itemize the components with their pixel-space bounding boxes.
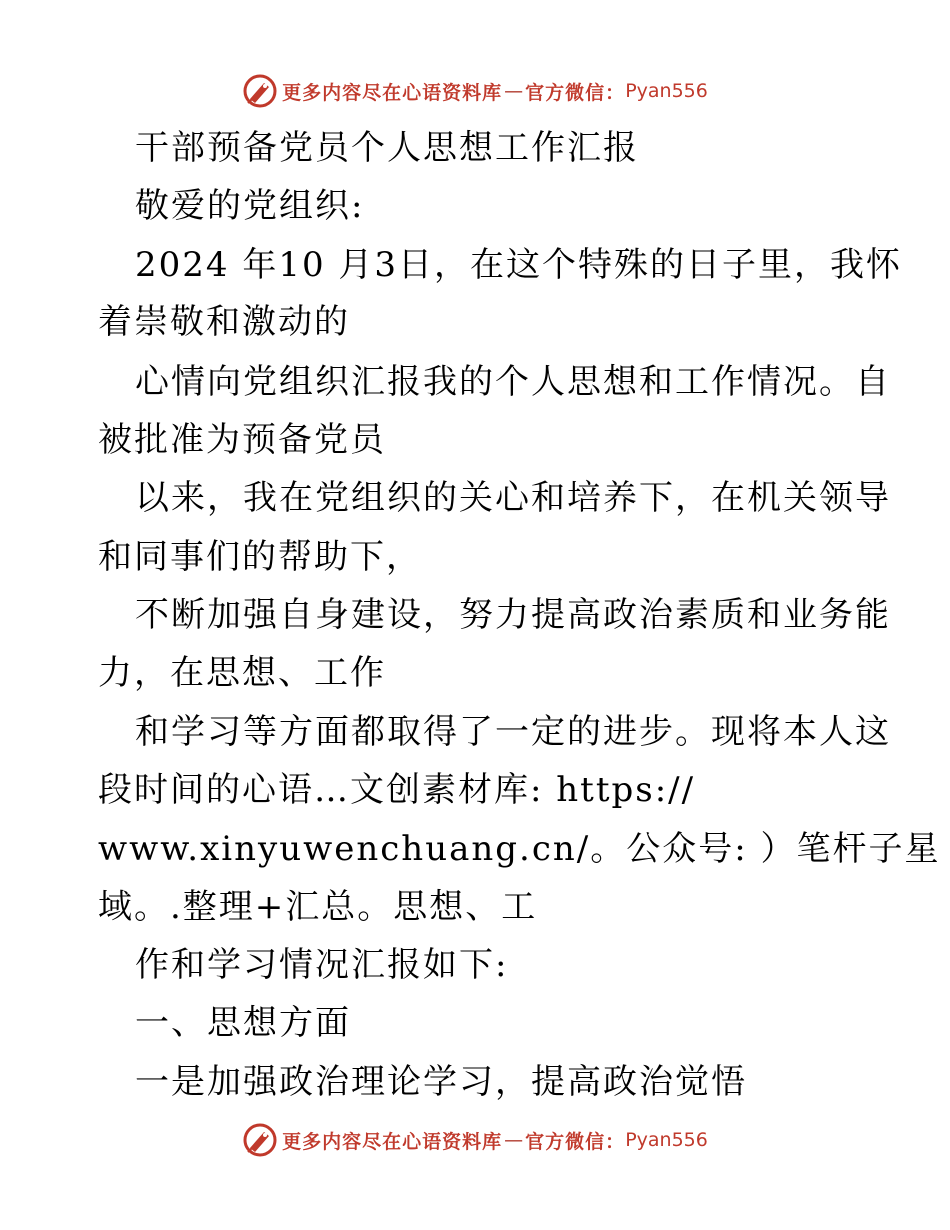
paragraph-line: 域。.整理+汇总。思想、工 [98,887,538,927]
document-title: 干部预备党员个人思想工作汇报 [135,128,639,168]
banner-wechat-id: Pyan556 [625,1129,708,1151]
paragraph-line: www.xinyuwenchuang.cn/。公众号: ）笔杆子星 [98,829,941,869]
subsection-heading: 一是加强政治理论学习，提高政治觉悟 [135,1062,747,1102]
paragraph-line: 力，在思想、工作 [98,653,386,693]
paragraph-line: 着崇敬和激动的 [98,302,350,342]
paragraph-line: 不断加强自身建设，努力提高政治素质和业务能 [135,595,891,635]
banner-main-text: 更多内容尽在心语资料库 [282,1130,503,1153]
paragraph-line: 段时间的心语…文创素材库: https:// [98,770,696,810]
paragraph-line: 心情向党组织汇报我的个人思想和工作情况。自 [135,362,891,402]
banner-dash: — [504,1129,524,1151]
banner-wechat-label: 官方微信： [525,1130,626,1153]
banner-dash: — [504,80,524,102]
pen-nib-logo-icon [242,1122,278,1158]
paragraph-line: 和同事们的帮助下， [98,537,422,577]
banner-wechat-id: Pyan556 [625,80,708,102]
section-heading: 一、思想方面 [135,1003,351,1043]
paragraph-line: 被批准为预备党员 [98,420,386,460]
paragraph-line: 和学习等方面都取得了一定的进步。现将本人这 [135,712,891,752]
header-banner [0,71,950,111]
paragraph-line: 作和学习情况汇报如下: [135,945,509,985]
paragraph-line: 以来，我在党组织的关心和培养下，在机关领导 [135,478,891,518]
banner-wechat-label: 官方微信： [525,81,626,104]
pen-nib-logo-icon [242,73,278,109]
banner-main-text: 更多内容尽在心语资料库 [282,81,503,104]
salutation: 敬爱的党组织: [135,186,365,226]
footer-banner [0,1120,950,1160]
paragraph-line: 2024 年10 月3日，在这个特殊的日子里，我怀 [135,245,903,285]
